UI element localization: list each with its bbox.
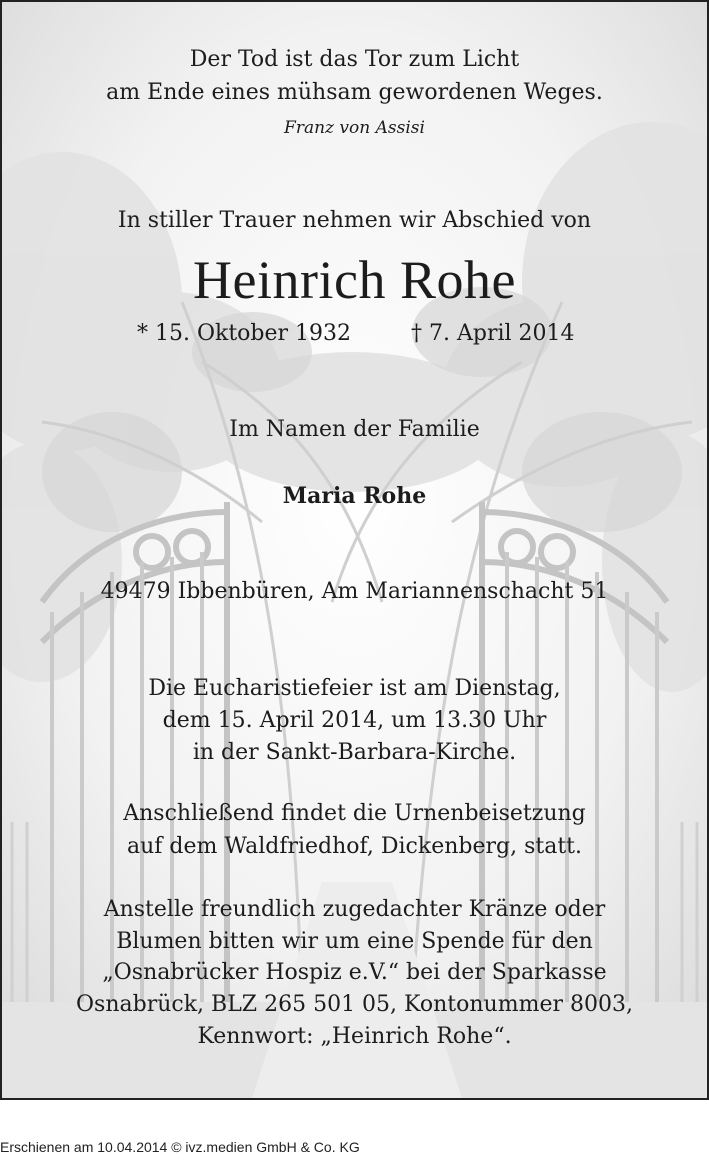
service-line-2: dem 15. April 2014, um 13.30 Uhr — [162, 708, 547, 733]
donation-line-3: „Osnabrücker Hospiz e.V.“ bei der Sparkasse — [102, 960, 607, 985]
family-name: Maria Rohe — [282, 483, 427, 509]
donation-line-1: Anstelle freundlich zugedachter Kränze oder — [103, 897, 606, 922]
service-line-1: Die Eucharistiefeier ist am Dienstag, — [148, 676, 561, 701]
donation-line-4: Osnabrück, BLZ 265 501 05, Kontonummer 8003, — [76, 992, 633, 1017]
mourning-intro: In stiller Trauer nehmen wir Abschied von — [117, 208, 592, 233]
publication-footer: Erschienen am 10.04.2014 © ivz.medien GmbH & Co. KG — [0, 1139, 360, 1155]
quote-line-1: Der Tod ist das Tor zum Licht — [189, 47, 520, 72]
address: 49479 Ibbenbüren, Am Mariannenschacht 51 — [100, 579, 609, 604]
quote-line-2: am Ende eines mühsam gewordenen Weges. — [106, 80, 603, 105]
family-intro: Im Namen der Familie — [229, 417, 480, 442]
burial-line-2: auf dem Waldfriedhof, Dickenberg, statt. — [127, 834, 582, 859]
burial-line-1: Anschließend findet die Urnenbeisetzung — [123, 801, 586, 826]
donation-line-2: Blumen bitten wir um eine Spende für den — [116, 929, 593, 954]
donation-line-5: Kennwort: „Heinrich Rohe“. — [197, 1024, 512, 1049]
service-line-3: in der Sankt-Barbara-Kirche. — [192, 740, 517, 765]
birth-date: * 15. Oktober 1932 — [137, 321, 352, 346]
deceased-name: Heinrich Rohe — [193, 250, 516, 310]
death-date: † 7. April 2014 — [411, 321, 575, 346]
quote-author: Franz von Assisi — [284, 118, 425, 138]
